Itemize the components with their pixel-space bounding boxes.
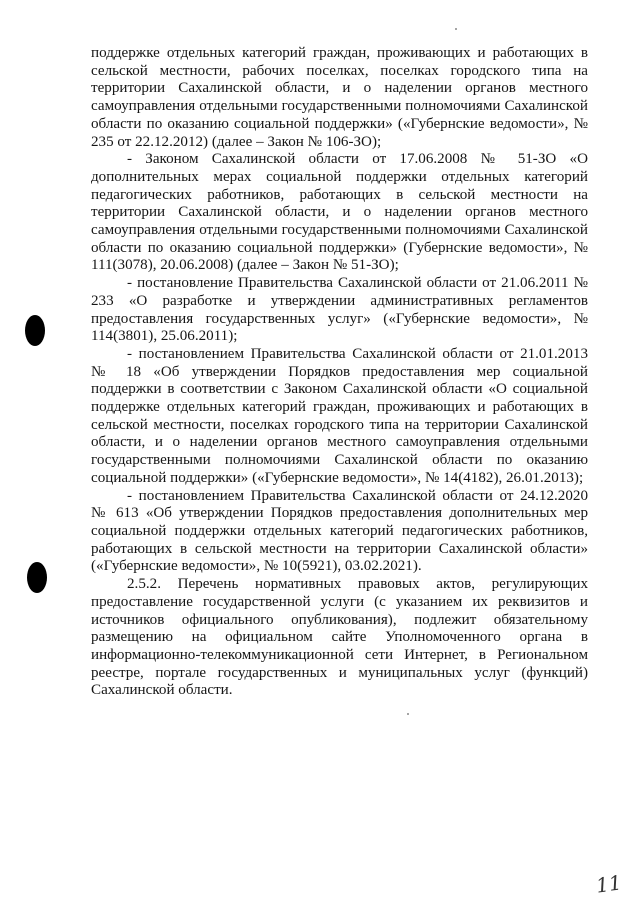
- document-body: [91, 45, 588, 700]
- scan-speck: [455, 28, 457, 30]
- punch-hole-top: [25, 315, 45, 346]
- paragraph-resolution-18: - постановлением Правительства Сахалинской области от 21.01.2013 № 18 «Об утверждении Порядков предоставления мер социальной поддержки в соответствии с Законом Сахалинской области «О социальной поддержке отдельных категорий граждан, проживающих и работающих в сельской местности, поселках городского типа на территории Сахалинской области, и о наделении органов местного самоуправления отдельными государственными полномочиями Сахалинской области по оказанию социальной поддержки» («Губернские ведомости», № 14(4182), 26.01.2013);: [91, 345, 588, 486]
- handwritten-page-number: 11: [594, 870, 623, 898]
- paragraph-section-2-5-2: 2.5.2. Перечень нормативных правовых актов, регулирующих предоставление государственной услуги (с указанием их реквизитов и источников официального опубликования), подлежит обязательному размещению на официальном сайте Уполномоченного органа в информационно-телекоммуникационной сети Интернет, в Региональном реестре, портале государственных и муниципальных услуг (функций) Сахалинской области.: [91, 576, 588, 699]
- paragraph-law-106: поддержке отдельных категорий граждан, проживающих и работающих в сельской местности, рабочих поселках, поселках городского типа на территории Сахалинской области, и о наделении органов местного самоуправления отдельными государственными полномочиями Сахалинской области по оказанию социальной поддержки» («Губернские ведомости», № 235 от 22.12.2012) (далее – Закон № 106-ЗО);: [91, 45, 588, 150]
- paragraph-law-51: - Законом Сахалинской области от 17.06.2008 № 51-ЗО «О дополнительных мерах социальной поддержки отдельных категорий педагогических работников, работающих в сельской местности на территории Сахалинской области, и о наделении органов местного самоуправления отдельными государственными полномочиями Сахалинской области по оказанию социальной поддержки» (Губернские ведомости», № 111(3078), 20.06.2008) (далее – Закон № 51-ЗО);: [91, 151, 588, 274]
- scan-speck: [407, 713, 409, 715]
- paragraph-resolution-613: - постановлением Правительства Сахалинской области от 24.12.2020 № 613 «Об утверждении Порядков предоставления дополнительных мер социальной поддержки отдельных категорий педагогических работников, работающих в сельской местности на территории Сахалинской области» («Губернские ведомости», № 10(5921), 03.02.2021).: [91, 487, 588, 575]
- punch-hole-bottom: [27, 562, 47, 593]
- paragraph-resolution-233: - постановление Правительства Сахалинской области от 21.06.2011 № 233 «О разработке и утверждении административных регламентов предоставления государственных услуг» («Губернские ведомости», № 114(3801), 25.06.2011);: [91, 275, 588, 345]
